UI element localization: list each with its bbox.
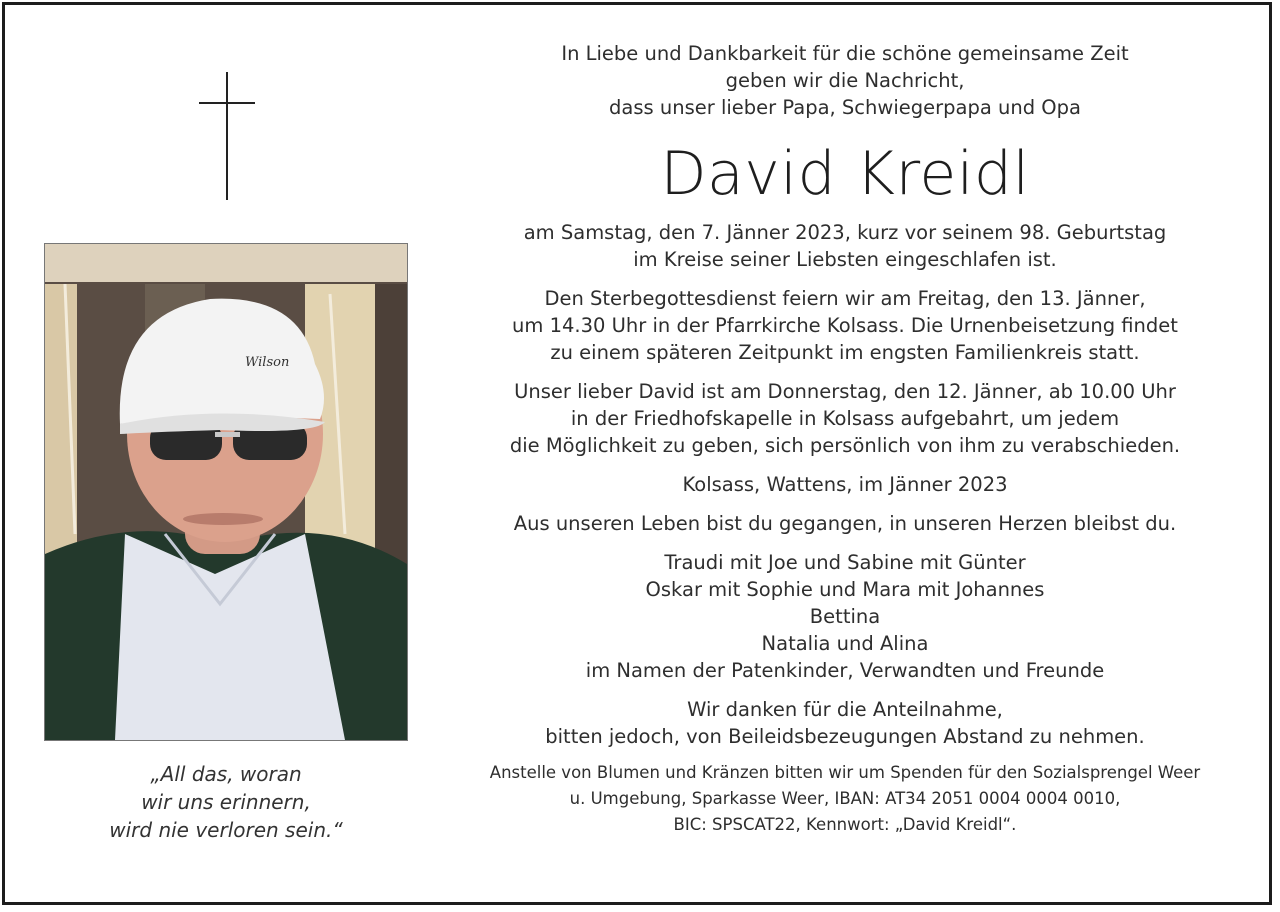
quote-line: wird nie verloren sein.“ [109,818,343,842]
thanks-line: bitten jedoch, von Beileidsbezeugungen Abstand zu nehmen. [545,725,1145,748]
thanks-line: Wir danken für die Anteilnahme, [687,698,1003,721]
mourner-line: Bettina [809,605,881,628]
portrait-photo [44,243,408,741]
death-line: am Samstag, den 7. Jänner 2023, kurz vor seinem 98. Geburtstag [523,221,1167,244]
death-line: im Kreise seiner Liebsten eingeschlafen ist. [633,248,1057,271]
donation-line: u. Umgebung, Sparkasse Weer, IBAN: AT34 2051 0004 0004 0010, [569,789,1121,808]
donation-line: Anstelle von Blumen und Kränzen bitten wir um Spenden für den Sozialsprengel Weer [489,763,1201,782]
mourner-line: Traudi mit Joe und Sabine mit Günter [664,551,1026,574]
quote-line: „All das, woran [150,762,302,786]
mourner-line: Oskar mit Sophie und Mara mit Johannes [645,578,1045,601]
deceased-name: David Kreidl [660,139,1030,209]
service-line: zu einem späteren Zeitpunkt im engsten Familienkreis statt. [550,341,1140,364]
intro-line: In Liebe und Dankbarkeit für die schöne gemeinsame Zeit [561,42,1129,65]
intro-line: dass unser lieber Papa, Schwiegerpapa und Opa [609,96,1081,119]
viewing-line: die Möglichkeit zu geben, sich persönlich von ihm zu verabschieden. [509,434,1181,457]
intro-line: geben wir die Nachricht, [725,69,965,92]
memorial-quote [44,760,408,844]
service-line: um 14.30 Uhr in der Pfarrkirche Kolsass. Die Urnenbeisetzung findet [512,314,1178,337]
place-date: Kolsass, Wattens, im Jänner 2023 [682,473,1008,496]
mourner-line: im Namen der Patenkinder, Verwandten und Freunde [585,659,1105,682]
notice-text [455,40,1235,838]
viewing-line: in der Friedhofskapelle in Kolsass aufgebahrt, um jedem [570,407,1120,430]
viewing-line: Unser lieber David ist am Donnerstag, den 12. Jänner, ab 10.00 Uhr [514,380,1176,403]
quote-line: wir uns erinnern, [141,790,311,814]
donation-line: BIC: SPSCAT22, Kennwort: „David Kreidl“. [673,815,1017,834]
cap-brand: Wilson [245,355,290,370]
service-line: Den Sterbegottesdienst feiern wir am Freitag, den 13. Jänner, [544,287,1146,310]
motto: Aus unseren Leben bist du gegangen, in unseren Herzen bleibst du. [513,512,1177,535]
mourner-line: Natalia und Alina [761,632,929,655]
